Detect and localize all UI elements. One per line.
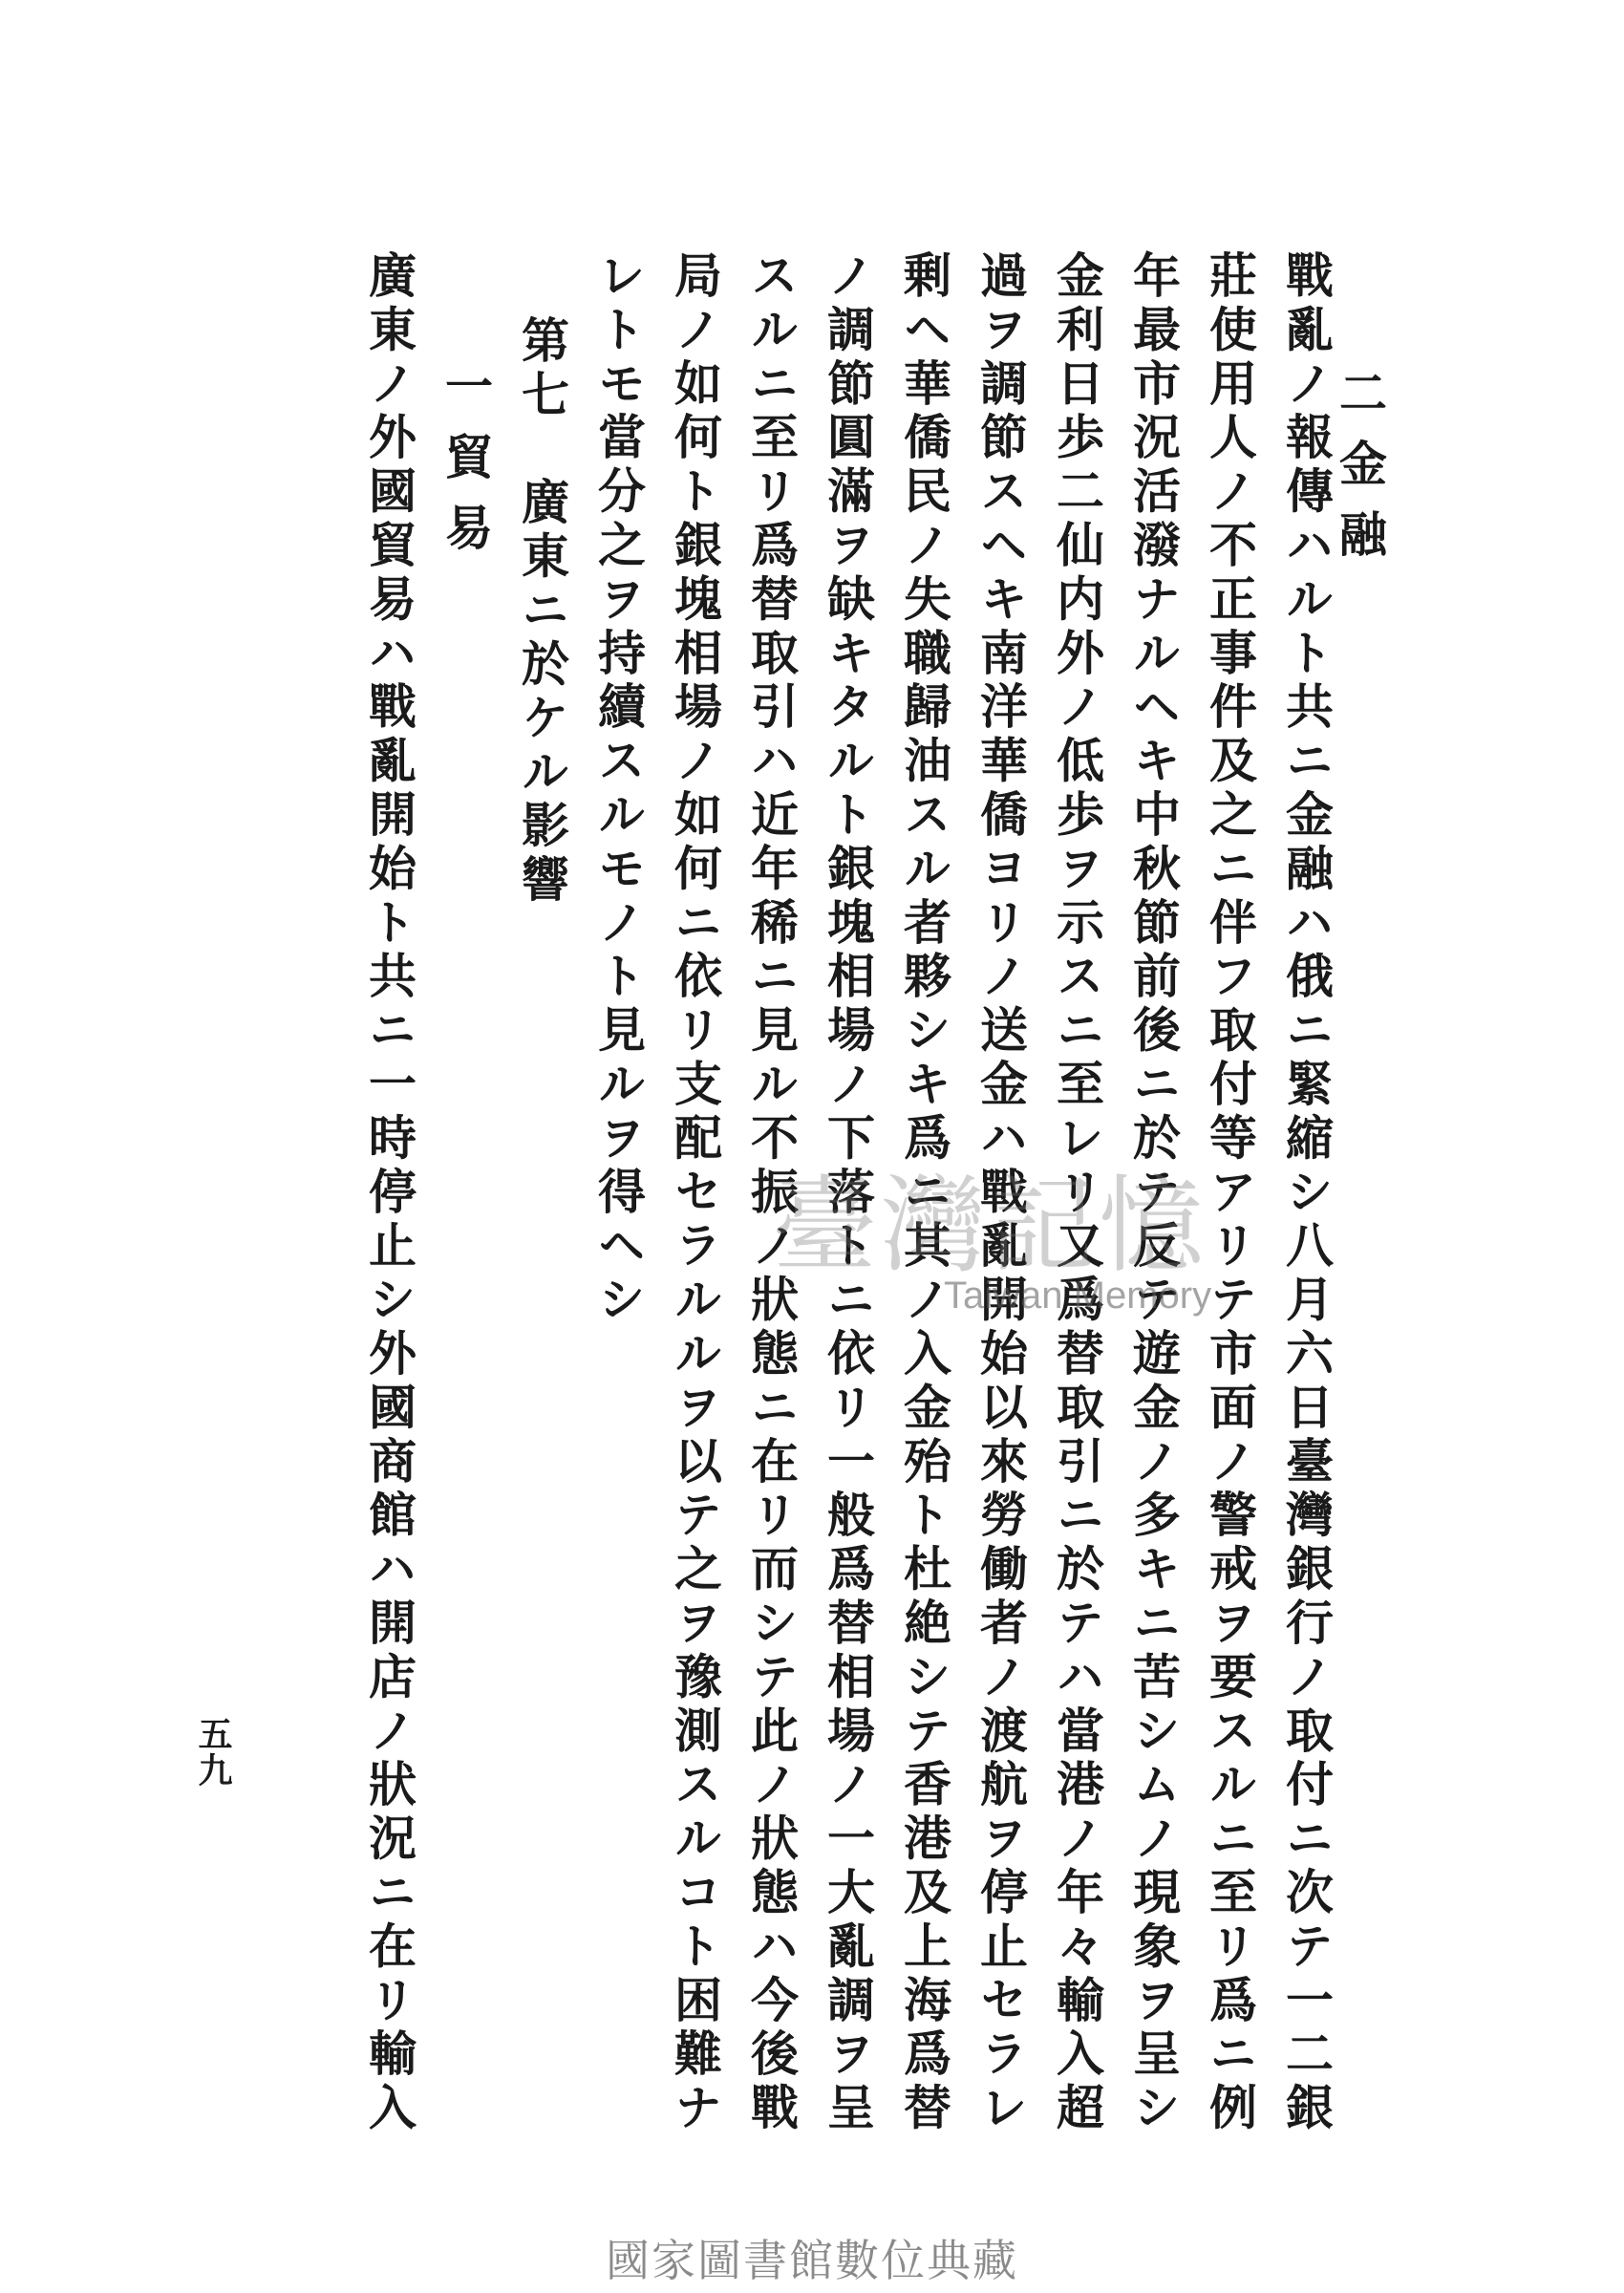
- section-heading: 二金融: [1332, 368, 1388, 580]
- watermark-logo: 臺灣記憶: [772, 1165, 1207, 1287]
- text-column-1: 戰亂ノ報傳ハルト共ニ金融ハ俄ニ緊縮シ八月六日臺灣銀行ノ取付ニ次テ一二銀: [1278, 250, 1335, 2136]
- text-column-7: ノ調節圓滿ヲ缺キタルト銀塊相場ノ下落トニ依リ一般爲替相場ノ一大亂調ヲ呈: [820, 250, 876, 2136]
- text-column-4: 金利日歩二仙内外ノ低歩ヲ示スニ至レリ又爲替取引ニ於テハ當港ノ年々輸入超: [1049, 250, 1105, 2136]
- text-column-5: 過ヲ調節スヘキ南洋華僑ヨリノ送金ハ戰亂開始以來勞働者ノ渡航ヲ停止セラレ: [972, 250, 1029, 2136]
- watermark-text: Taiwan Memory: [944, 1275, 1212, 1317]
- text-column-3: 年最市況活潑ナルヘキ中秋節前後ニ於テ反テ遊金ノ多キニ苦シムノ現象ヲ呈シ: [1125, 250, 1182, 2137]
- text-column-9: 局ノ如何ト銀塊相場ノ如何ニ依リ支配セラルルヲ以テ之ヲ豫測スルコト困難ナ: [667, 250, 723, 2136]
- page-number: 五九: [193, 1716, 233, 1789]
- text-column-6: 剰ヘ華僑民ノ失職歸油スル者夥シキ爲ニ其ノ入金殆ト杜絶シテ香港及上海爲替: [896, 250, 952, 2136]
- subsection-heading: 一貿易: [438, 361, 494, 573]
- text-column-2: 莊使用人ノ不正事件及之ニ伴フ取付等アリテ市面ノ警戒ヲ要スルニ至リ爲ニ例: [1202, 250, 1258, 2136]
- text-column-13: 廣東ノ外國貿易ハ戰亂開始ト共ニ一時停止シ外國商館ハ開店ノ狀況ニ在リ輸入: [361, 250, 417, 2136]
- text-column-8: スルニ至リ爲替取引ハ近年稀ニ見ル不振ノ狀態ニ在リ而シテ此ノ狀態ハ今後戰: [743, 250, 800, 2137]
- footer-text: 國家圖書館數位典藏: [606, 2235, 1018, 2286]
- chapter-heading: 第七 廣東ニ於ケル影響: [514, 315, 570, 909]
- text-column-10: レトモ當分之ヲ持續スルモノト見ルヲ得ヘシ: [590, 250, 647, 1328]
